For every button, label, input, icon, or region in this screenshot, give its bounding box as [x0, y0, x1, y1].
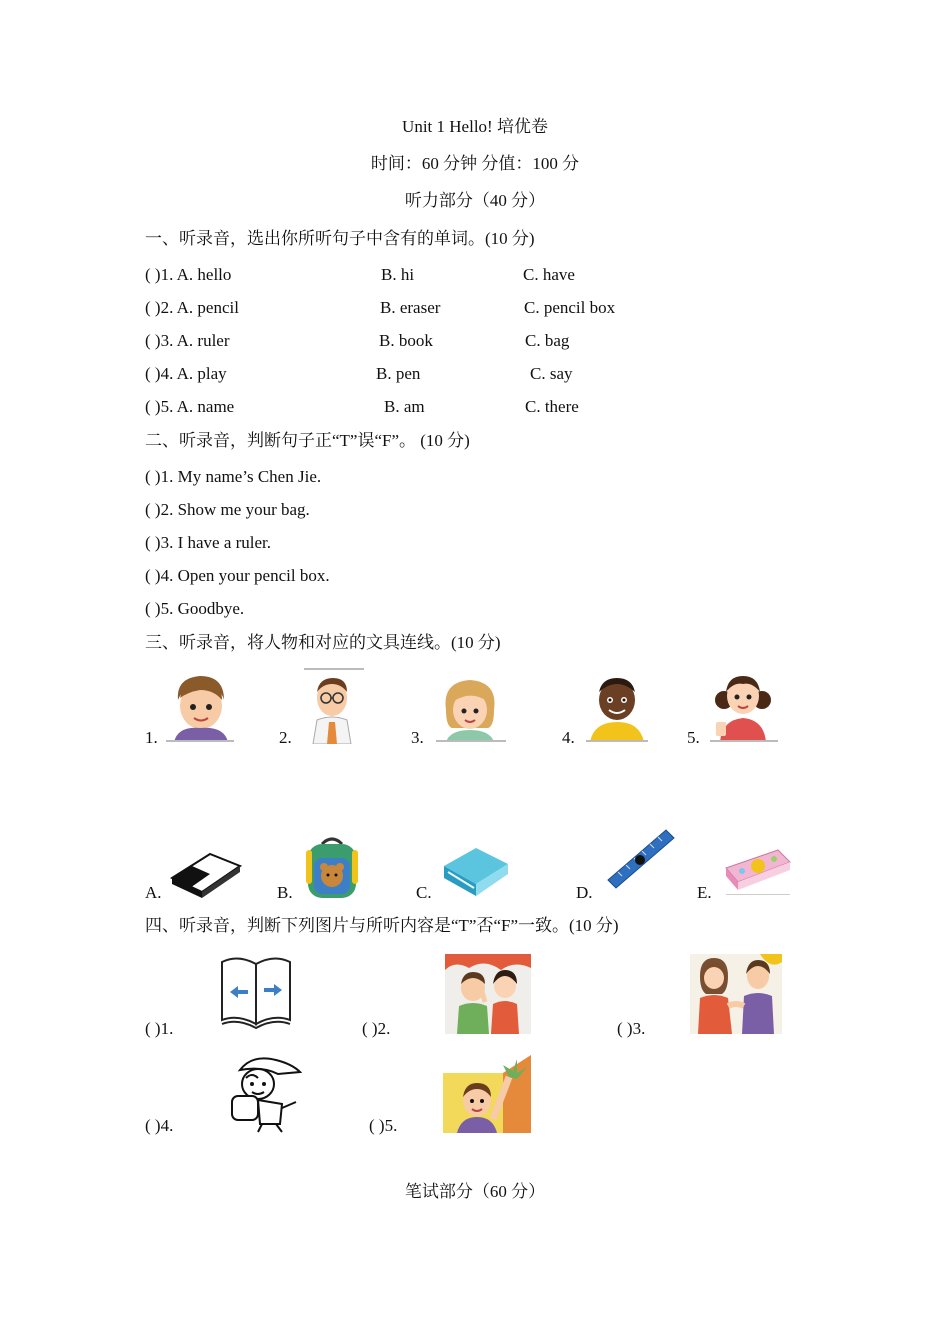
boy-yellow-shirt-icon	[586, 672, 648, 742]
s1-q4-c: C. say	[530, 364, 573, 383]
boy-with-glasses-icon	[305, 674, 360, 744]
s1-q2-b: B. eraser	[380, 298, 441, 317]
boy-with-cap-and-backpack-icon	[222, 1052, 302, 1134]
person-label-2: 2.	[279, 728, 292, 747]
s2-q4: ( )4. Open your pencil box.	[145, 566, 330, 585]
s1-q4-a: ( )4. A. play	[145, 364, 227, 383]
s1-q5-a: ( )5. A. name	[145, 397, 235, 416]
s2-q1: ( )1. My name’s Chen Jie.	[145, 467, 322, 486]
s2-q3: ( )3. I have a ruler.	[145, 533, 272, 552]
person-label-1: 1.	[145, 728, 158, 747]
stationery-label-e: E.	[697, 883, 712, 902]
s1-q1-b: B. hi	[381, 265, 415, 284]
open-book-icon	[218, 950, 294, 1030]
time-and-score: 时间：60 分钟 分值：100 分	[370, 154, 580, 173]
stationery-label-a: A.	[145, 883, 162, 902]
section2-heading: 二、听录音，判断句子正“T”误“F”。 (10 分)	[145, 431, 470, 450]
boy-waving-goodbye-icon	[443, 1055, 531, 1133]
backpack-icon	[302, 834, 362, 900]
s1-q5-b: B. am	[384, 397, 425, 416]
stationery-label-d: D.	[576, 883, 593, 902]
section4-heading: 四、听录音，判断下列图片与所听内容是“T”否“F”一致。(10 分)	[145, 916, 619, 935]
eraser-icon	[170, 848, 242, 900]
page-title: Unit 1 Hello! 培优卷	[402, 117, 548, 136]
s1-q3-b: B. book	[379, 331, 433, 350]
pencil-box-icon	[722, 846, 794, 894]
s1-q1-c: C. have	[523, 265, 575, 284]
kids-shaking-hands-icon	[690, 954, 782, 1034]
girl-portrait-icon	[436, 676, 504, 742]
person-label-5: 5.	[687, 728, 700, 747]
s2-q2: ( )2. Show me your bag.	[145, 500, 310, 519]
stationery-label-c: C.	[416, 883, 432, 902]
s4-q3: ( )3.	[617, 1019, 646, 1038]
s1-q3-a: ( )3. A. ruler	[145, 331, 230, 350]
person-label-3: 3.	[411, 728, 424, 747]
stationery-label-b: B.	[277, 883, 293, 902]
s2-q5: ( )5. Goodbye.	[145, 599, 245, 618]
listening-heading: 听力部分（40 分）	[404, 191, 546, 210]
section3-heading: 三、听录音，将人物和对应的文具连线。(10 分)	[145, 633, 501, 652]
s1-q3-c: C. bag	[525, 331, 570, 350]
s4-q4: ( )4.	[145, 1116, 174, 1135]
s4-q1: ( )1.	[145, 1019, 174, 1038]
book-icon	[442, 844, 510, 900]
ruler-icon	[604, 826, 676, 892]
kids-waving-hello-icon	[445, 954, 531, 1034]
s4-q5: ( )5.	[369, 1116, 398, 1135]
girl-pigtails-icon	[712, 670, 774, 742]
person-label-4: 4.	[562, 728, 575, 747]
s1-q4-b: B. pen	[376, 364, 421, 383]
written-heading: 笔试部分（60 分）	[404, 1182, 546, 1201]
s1-q1-a: ( )1. A. hello	[145, 265, 232, 284]
s4-q2: ( )2.	[362, 1019, 391, 1038]
s1-q2-a: ( )2. A. pencil	[145, 298, 239, 317]
s1-q2-c: C. pencil box	[524, 298, 616, 317]
boy-portrait-icon	[164, 670, 236, 742]
section1-heading: 一、听录音，选出你所听句子中含有的单词。(10 分)	[145, 229, 535, 248]
s1-q5-c: C. there	[525, 397, 579, 416]
